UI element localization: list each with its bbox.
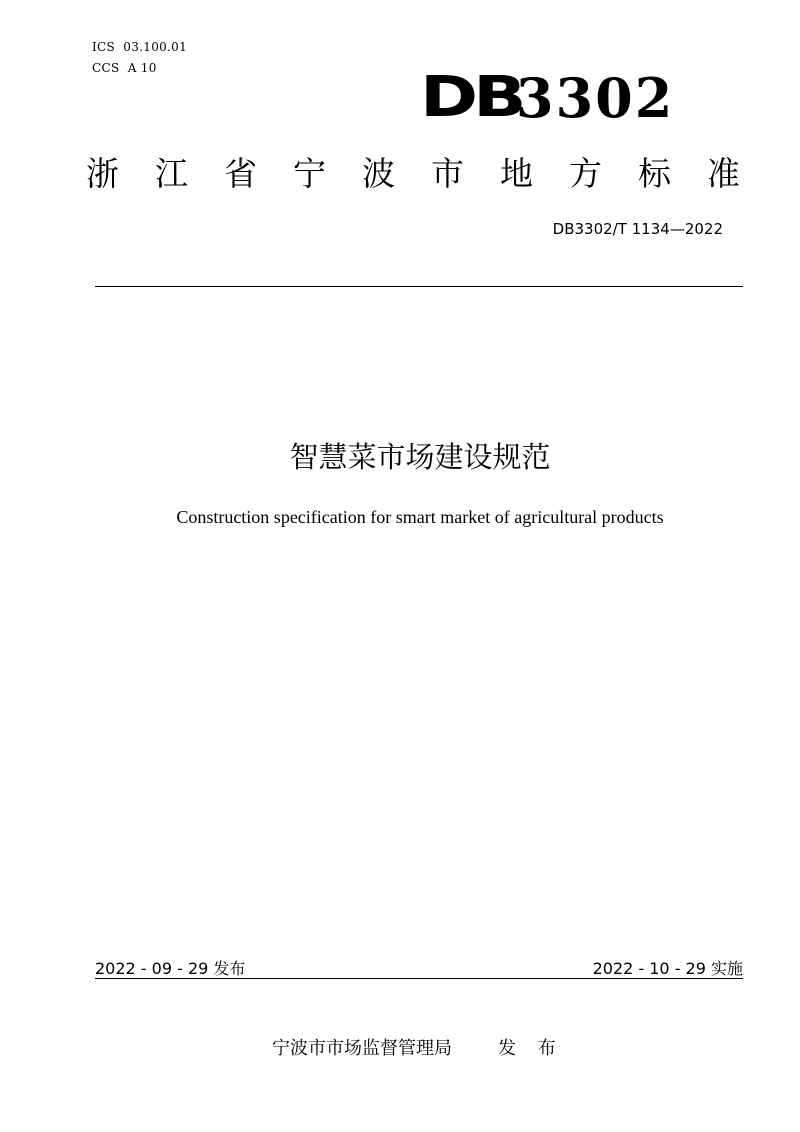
- db-logo-prefix: DB: [420, 65, 522, 130]
- db-logo-number: 3302: [516, 66, 675, 130]
- standard-category-char: 准: [707, 154, 740, 193]
- publish-date: 2022 - 09 - 29 发布: [95, 959, 246, 978]
- issue-label: 发 布: [498, 1038, 564, 1059]
- top-divider: [95, 286, 743, 287]
- standard-category-char: 浙: [86, 154, 119, 193]
- bottom-divider: [95, 978, 743, 979]
- document-title-english: Construction specification for smart market of agricultural products: [176, 507, 664, 527]
- standard-category-char: 省: [224, 154, 257, 193]
- standard-category-char: 宁: [293, 154, 326, 193]
- effective-date: 2022 - 10 - 29 实施: [592, 959, 743, 978]
- standard-category-char: 市: [431, 154, 464, 193]
- issuing-authority: 宁波市市场监督管理局: [272, 1038, 452, 1059]
- db-logo: [420, 65, 690, 130]
- standard-category-char: 方: [569, 154, 602, 193]
- standard-category-char: 地: [500, 154, 533, 193]
- document-title-chinese: 智慧菜市场建设规范: [289, 440, 551, 474]
- ccs-code: CCS A 10: [92, 61, 157, 75]
- standard-category-char: 标: [638, 154, 671, 193]
- ics-code: ICS 03.100.01: [92, 40, 188, 54]
- standard-category-char: 江: [155, 154, 188, 193]
- standard-category-char: 波: [362, 154, 395, 193]
- standard-category-title: [86, 152, 740, 196]
- standard-number: DB3302/T 1134—2022: [552, 220, 723, 238]
